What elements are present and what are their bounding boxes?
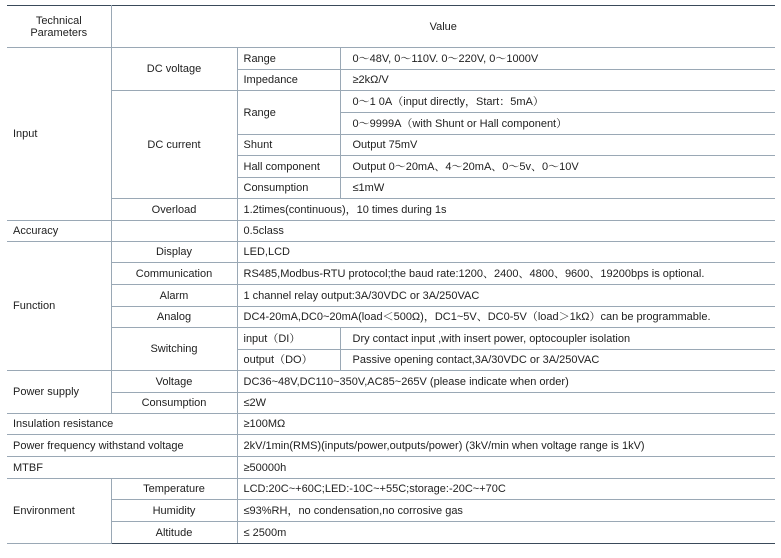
spec-table: [7, 5, 775, 544]
ps-voltage-label: Voltage: [111, 371, 237, 393]
row-insulation: [7, 414, 775, 435]
dci-range-label: Range: [237, 91, 340, 135]
communication-value: RS485,Modbus-RTU protocol;the baud rate:1200、2400、4800、9600、19200bps is optional.: [237, 263, 775, 285]
alarm-label: Alarm: [111, 285, 237, 307]
overload-value: 1.2times(continuous)，10 times during 1s: [237, 199, 775, 221]
header-row: [7, 6, 775, 48]
row-display: [7, 242, 775, 263]
group-power-supply: Power supply: [7, 371, 111, 414]
pfwv-value: 2kV/1min(RMS)(inputs/power,outputs/power) (3kV/min when voltage range is 1kV): [237, 435, 775, 457]
row-ps-voltage: [7, 371, 775, 393]
temperature-label: Temperature: [111, 479, 237, 500]
row-ps-consumption: [7, 393, 775, 414]
row-dcv-range: [7, 48, 775, 70]
switching-di-value: Dry contact input ,with insert power, optocoupler isolation: [340, 328, 775, 350]
switching-do-label: output（DO）: [237, 350, 340, 371]
dcv-range-label: Range: [237, 48, 340, 70]
header-param: Technical Parameters: [7, 6, 111, 48]
row-dci-range-1: [7, 91, 775, 113]
header-value: Value: [111, 6, 775, 48]
accuracy-value: 0.5class: [237, 221, 775, 242]
analog-label: Analog: [111, 307, 237, 328]
row-altitude: [7, 522, 775, 544]
row-overload: [7, 199, 775, 221]
overload-label: Overload: [111, 199, 237, 221]
dci-range-value-1: 0～1 0A（input directly，Start：5mA）: [340, 91, 775, 113]
dci-hall-value: Output 0～20mA、4～20mA、0～5v、0～10V: [340, 156, 775, 178]
row-humidity: [7, 500, 775, 522]
humidity-label: Humidity: [111, 500, 237, 522]
group-environment: Environment: [7, 479, 111, 544]
switching-label: Switching: [111, 328, 237, 371]
dci-consumption-label: Consumption: [237, 178, 340, 199]
row-alarm: [7, 285, 775, 307]
mtbf-label: MTBF: [7, 457, 237, 479]
dcv-impedance-value: ≥2kΩ/V: [340, 70, 775, 91]
communication-label: Communication: [111, 263, 237, 285]
switching-do-value: Passive opening contact,3A/30VDC or 3A/250VAC: [340, 350, 775, 371]
alarm-value: 1 channel relay output:3A/30VDC or 3A/250VAC: [237, 285, 775, 307]
dci-consumption-value: ≤1mW: [340, 178, 775, 199]
dcv-impedance-label: Impedance: [237, 70, 340, 91]
ps-consumption-label: Consumption: [111, 393, 237, 414]
row-communication: [7, 263, 775, 285]
ps-voltage-value: DC36~48V,DC110~350V,AC85~265V (please indicate when order): [237, 371, 775, 393]
accuracy-label: Accuracy: [7, 221, 111, 242]
row-temperature: [7, 479, 775, 500]
row-mtbf: [7, 457, 775, 479]
display-label: Display: [111, 242, 237, 263]
group-input: Input: [7, 48, 111, 221]
insulation-value: ≥100MΩ: [237, 414, 775, 435]
dci-shunt-value: Output 75mV: [340, 135, 775, 156]
humidity-value: ≤93%RH，no condensation,no corrosive gas: [237, 500, 775, 522]
insulation-label: Insulation resistance: [7, 414, 237, 435]
dcv-range-value: 0～48V, 0～110V. 0～220V, 0～1000V: [340, 48, 775, 70]
altitude-label: Altitude: [111, 522, 237, 544]
row-switching-di: [7, 328, 775, 350]
row-accuracy: [7, 221, 775, 242]
analog-value: DC4-20mA,DC0~20mA(load＜500Ω)，DC1~5V、DC0-5V（load＞1kΩ）can be programmable.: [237, 307, 775, 328]
switching-di-label: input（DI）: [237, 328, 340, 350]
temperature-value: LCD:20C~+60C;LED:-10C~+55C;storage:-20C~+70C: [237, 479, 775, 500]
dci-range-value-2: 0～9999A（with Shunt or Hall component）: [340, 113, 775, 135]
display-value: LED,LCD: [237, 242, 775, 263]
dc-voltage-label: DC voltage: [111, 48, 237, 91]
mtbf-value: ≥50000h: [237, 457, 775, 479]
ps-consumption-value: ≤2W: [237, 393, 775, 414]
pfwv-label: Power frequency withstand voltage: [7, 435, 237, 457]
dc-current-label: DC current: [111, 91, 237, 199]
row-analog: [7, 307, 775, 328]
dci-hall-label: Hall component: [237, 156, 340, 178]
row-pfwv: [7, 435, 775, 457]
altitude-value: ≤ 2500m: [237, 522, 775, 544]
group-function: Function: [7, 242, 111, 371]
dci-shunt-label: Shunt: [237, 135, 340, 156]
